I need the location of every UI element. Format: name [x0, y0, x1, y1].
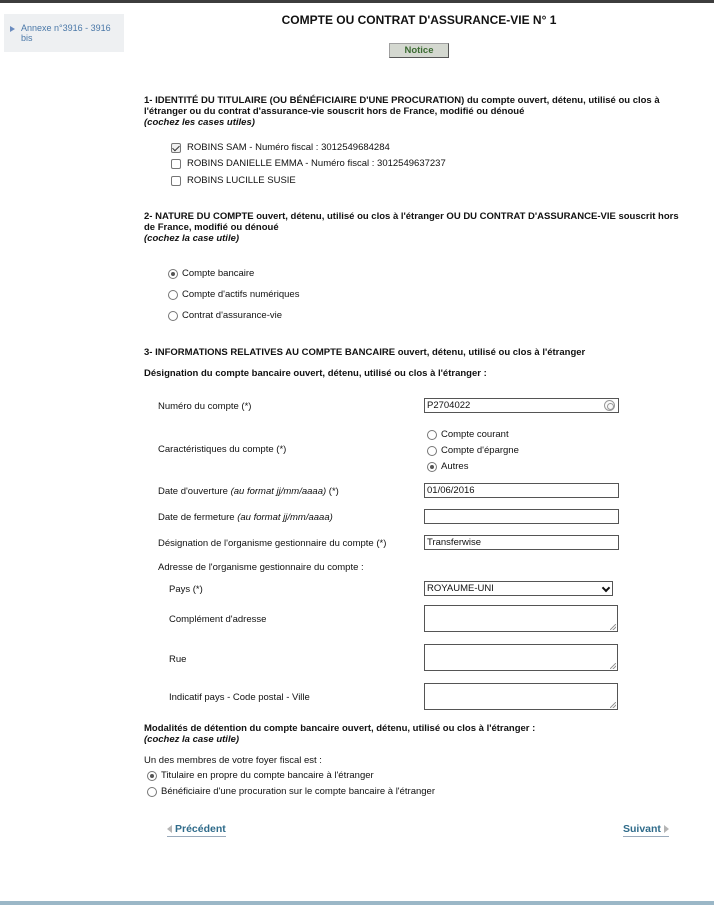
characteristics-radio-1[interactable]: [427, 430, 437, 440]
characteristics-label-1: Compte courant: [441, 429, 509, 440]
street-textarea[interactable]: [424, 644, 618, 671]
characteristics-label-3: Autres: [441, 461, 469, 472]
section1-hint: (cochez les cases utiles): [144, 117, 255, 128]
person-option-3[interactable]: [171, 175, 296, 186]
sidebar: [4, 14, 124, 52]
closing-date-label: Date de fermeture (au format jj/mm/aaaa): [158, 512, 333, 523]
chevron-down-icon: [602, 584, 610, 592]
person-checkbox-2[interactable]: [171, 159, 181, 169]
postal-label: Indicatif pays - Code postal - Ville: [169, 692, 310, 703]
section3-heading: 3- INFORMATIONS RELATIVES AU COMPTE BANCAIRE ouvert, détenu, utilisé ou clos à l'étranger: [144, 347, 586, 358]
person-option-2[interactable]: [171, 158, 446, 169]
holding-option-2[interactable]: [147, 786, 435, 797]
account-type-option-3[interactable]: [168, 310, 282, 321]
account-number-label: Numéro du compte (*): [158, 401, 252, 412]
person-checkbox-3[interactable]: [171, 176, 181, 186]
holding-hint: (cochez la case utile): [144, 734, 240, 745]
characteristics-label-2: Compte d'épargne: [441, 445, 519, 456]
holding-radio-2[interactable]: [147, 787, 157, 797]
person-label-2: ROBINS DANIELLE EMMA - Numéro fiscal : 3012549637237: [187, 158, 446, 169]
closing-date-input[interactable]: [424, 509, 619, 524]
account-type-radio-3[interactable]: [168, 311, 178, 321]
characteristics-label: Caractéristiques du compte (*): [158, 444, 287, 455]
holding-intro: Un des membres de votre foyer fiscal est :: [144, 755, 322, 766]
person-label-1: ROBINS SAM - Numéro fiscal : 3012549684284: [187, 142, 390, 153]
account-type-label-3: Contrat d'assurance-vie: [182, 310, 283, 321]
section1-heading: 1- IDENTITÉ DU TITULAIRE (OU BÉNÉFICIAIRE D'UNE PROCURATION) du compte ouvert, détenu, utilisé ou clos à l'étranger ou du contrat d'assurance-vie souscrit hors de France, modifié ou dénoué (cochez les cases utiles): [144, 95, 660, 128]
notice-button[interactable]: Notice: [389, 43, 449, 58]
account-type-radio-2[interactable]: [168, 290, 178, 300]
holding-label-1: Titulaire en propre du compte bancaire à l'étranger: [161, 770, 374, 781]
complement-textarea[interactable]: [424, 605, 618, 632]
next-button[interactable]: Suivant: [623, 823, 669, 837]
characteristics-option-1[interactable]: [427, 429, 509, 440]
street-label: Rue: [169, 654, 187, 665]
characteristics-option-2[interactable]: [427, 445, 519, 456]
account-type-radio-1[interactable]: [168, 269, 178, 279]
country-label: Pays (*): [169, 584, 203, 595]
page-title: COMPTE OU CONTRAT D'ASSURANCE-VIE N° 1: [281, 13, 557, 27]
triangle-right-icon: [10, 26, 15, 32]
address-label: Adresse de l'organisme gestionnaire du compte :: [158, 562, 364, 573]
postal-textarea[interactable]: [424, 683, 618, 710]
account-type-label-1: Compte bancaire: [182, 268, 255, 279]
arrow-left-icon: [167, 825, 172, 833]
person-checkbox-1[interactable]: [171, 143, 181, 153]
organism-label: Désignation de l'organisme gestionnaire du compte (*): [158, 538, 387, 549]
account-type-option-2[interactable]: [168, 289, 299, 300]
section3-subheading: Désignation du compte bancaire ouvert, détenu, utilisé ou clos à l'étranger :: [144, 368, 487, 379]
complement-label: Complément d'adresse: [169, 614, 267, 625]
person-option-1[interactable]: [171, 142, 390, 153]
autofill-icon[interactable]: [604, 400, 615, 411]
sidebar-item-annexe[interactable]: [10, 23, 121, 43]
holding-radio-1[interactable]: [147, 771, 157, 781]
holding-option-1[interactable]: [147, 770, 374, 781]
top-border: [0, 0, 714, 3]
sidebar-item-label: Annexe n°3916 - 3916 bis: [21, 23, 111, 43]
holding-heading: Modalités de détention du compte bancaire ouvert, détenu, utilisé ou clos à l'étranger : (cochez la case utile): [144, 723, 536, 745]
account-type-option-1[interactable]: [168, 268, 254, 279]
country-select[interactable]: ROYAUME-UNI: [424, 581, 613, 596]
opening-date-input[interactable]: 01/06/2016: [424, 483, 619, 498]
characteristics-radio-2[interactable]: [427, 446, 437, 456]
account-number-input[interactable]: P2704022: [424, 398, 619, 413]
arrow-right-icon: [664, 825, 669, 833]
characteristics-option-3[interactable]: [427, 461, 468, 472]
previous-button[interactable]: Précédent: [167, 823, 226, 837]
bottom-border: [0, 901, 714, 905]
holding-label-2: Bénéficiaire d'une procuration sur le compte bancaire à l'étranger: [161, 786, 436, 797]
organism-input[interactable]: Transferwise: [424, 535, 619, 550]
characteristics-radio-3[interactable]: [427, 462, 437, 472]
section2-heading: 2- NATURE DU COMPTE ouvert, détenu, utilisé ou clos à l'étranger OU DU CONTRAT D'ASSURANCE-VIE souscrit hors de France, modifié ou dénoué (cochez la case utile): [144, 211, 679, 244]
account-type-label-2: Compte d'actifs numériques: [182, 289, 300, 300]
section2-hint: (cochez la case utile): [144, 233, 240, 244]
opening-date-label: Date d'ouverture (au format jj/mm/aaaa) (*): [158, 486, 339, 497]
person-label-3: ROBINS LUCILLE SUSIE: [187, 175, 296, 186]
